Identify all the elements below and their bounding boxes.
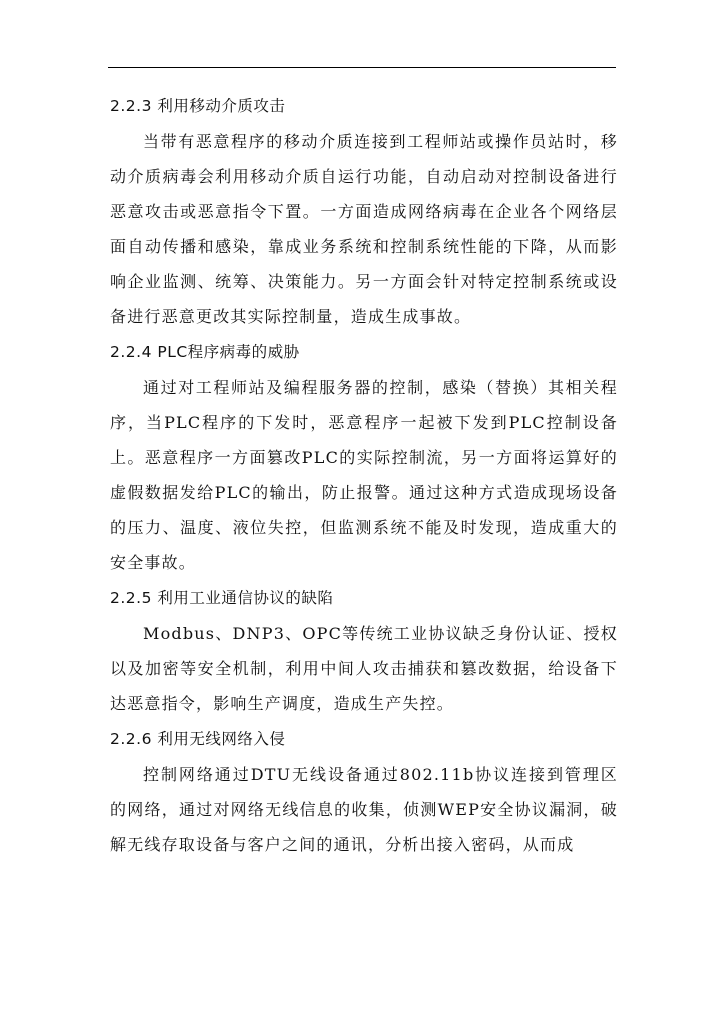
section-heading: 2.2.5 利用工业通信协议的缺陷 [110, 589, 334, 607]
section-2-2-4 [110, 334, 618, 580]
section-2-2-6 [110, 721, 618, 862]
document-body [110, 88, 618, 862]
section-2-2-5 [110, 580, 618, 721]
section-heading: 2.2.6 利用无线网络入侵 [110, 730, 286, 748]
section-paragraph: Modbus、DNP3、OPC等传统工业协议缺乏身份认证、授权以及加密等安全机制，利用中间人攻击捕获和篡改数据，给设备下达恶意指令，影响生产调度，造成生产失控。 [110, 624, 618, 713]
section-2-2-3 [110, 88, 618, 334]
section-paragraph: 通过对工程师站及编程服务器的控制，感染（替换）其相关程序，当PLC程序的下发时，恶意程序一起被下发到PLC控制设备上。恶意程序一方面篡改PLC的实际控制流，另一方面将运算好的虚假数据发给PLC的输出，防止报警。通过这种方式造成现场设备的压力、温度、液位失控，但监测系统不能及时发现，造成重大的安全事故。 [110, 378, 618, 572]
section-paragraph: 当带有恶意程序的移动介质连接到工程师站或操作员站时，移动介质病毒会利用移动介质自运行功能，自动启动对控制设备进行恶意攻击或恶意指令下置。一方面造成网络病毒在企业各个网络层面自动传播和感染，靠成业务系统和控制系统性能的下降，从而影响企业监测、统筹、决策能力。另一方面会针对特定控制系统或设备进行恶意更改其实际控制量，造成生成事故。 [110, 132, 618, 326]
section-heading: 2.2.4 PLC程序病毒的威胁 [110, 343, 300, 361]
section-heading: 2.2.3 利用移动介质攻击 [110, 97, 286, 115]
header-rule [108, 67, 616, 68]
section-paragraph: 控制网络通过DTU无线设备通过802.11b协议连接到管理区的网络，通过对网络无线信息的收集，侦测WEP安全协议漏洞，破解无线存取设备与客户之间的通讯，分析出接入密码，从而成 [110, 765, 618, 854]
